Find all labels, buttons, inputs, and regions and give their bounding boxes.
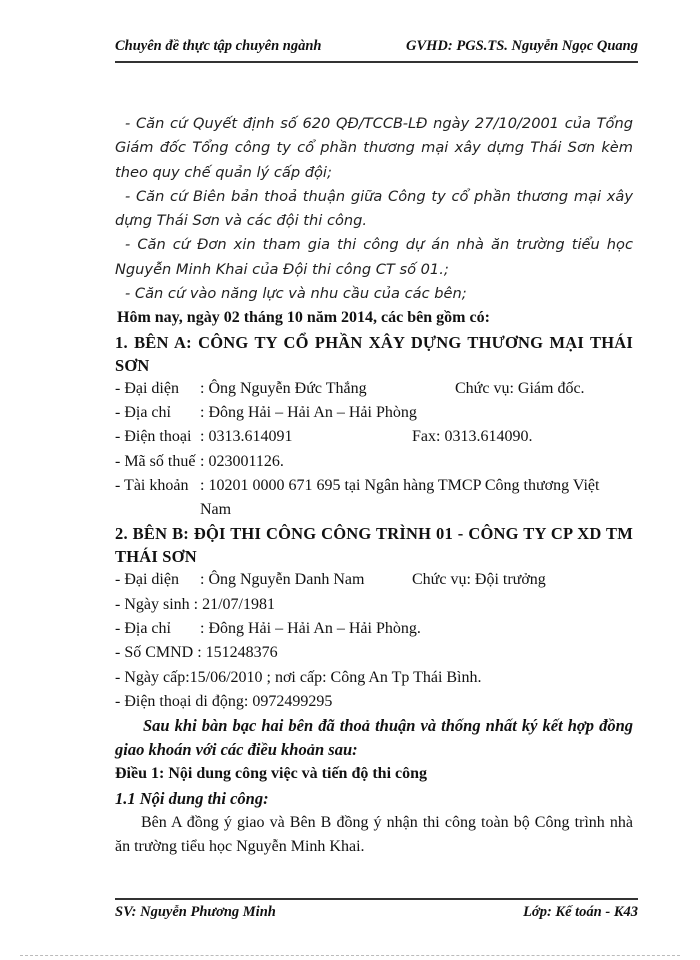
article-1-body: Bên A đồng ý giao và Bên B đồng ý nhận thi công toàn bộ Công trình nhà ăn trường tiểu học Nguyễn Minh Khai. <box>115 813 633 855</box>
intro-clause-1: - Căn cứ Quyết định số 620 QĐ/TCCB-LĐ ngày 27/10/2001 của Tổng Giám đốc Tổng công ty cổ phần thương mại xây dựng Thái Sơn kèm theo quy chế quản lý cấp đội; <box>115 115 633 181</box>
party-a-tax-code: - Mã số thuế : 023001126. <box>115 452 284 470</box>
party-a-title: 1. BÊN A: CÔNG TY CỔ PHẦN XÂY DỰNG THƯƠNG MẠI THÁI SƠN <box>115 332 633 375</box>
party-a-phone: - Điện thoại : 0313.614091 Fax: 0313.614090. <box>115 425 633 449</box>
party-a-account: - Tài khoản : 10201 0000 671 695 tại Ngân hàng TMCP Công thương Việt <box>115 476 600 494</box>
section-1-1-heading: 1.1 Nội dung thi công: <box>115 788 269 808</box>
document-body <box>115 112 633 859</box>
footer-class: Lớp: Kế toán - K43 <box>523 904 638 920</box>
party-a-position: Chức vụ: Giám đốc. <box>455 379 585 397</box>
party-a-representative: - Đại diện : Ông Nguyễn Đức Thắng Chức vụ: Giám đốc. <box>115 377 633 401</box>
page-header <box>115 38 638 62</box>
intro-clause-3: - Căn cứ Đơn xin tham gia thi công dự án nhà ăn trường tiểu học Nguyễn Minh Khai của Đội thi công CT số 01.; <box>115 236 633 278</box>
party-b-dob: - Ngày sinh : 21/07/1981 <box>115 595 275 613</box>
header-subject: Chuyên đề thực tập chuyên ngành <box>115 38 322 54</box>
footer-student: SV: Nguyễn Phương Minh <box>115 904 276 920</box>
footer-rule <box>115 898 638 902</box>
party-b-address: - Địa chỉ : Đông Hải – Hải An – Hải Phòng. <box>115 620 421 638</box>
party-b-title: 2. BÊN B: ĐỘI THI CÔNG CÔNG TRÌNH 01 - CÔNG TY CP XD TM THÁI SƠN <box>115 524 633 567</box>
party-b-id-number: - Số CMND : 151248376 <box>115 644 278 662</box>
header-rule <box>115 61 638 65</box>
party-b-position: Chức vụ: Đội trưởng <box>412 571 546 589</box>
article-1-heading: Điều 1: Nội dung công việc và tiến độ thi công <box>115 765 428 783</box>
intro-clause-2: - Căn cứ Biên bản thoả thuận giữa Công ty cổ phần thương mại xây dựng Thái Sơn và các đội thi công. <box>115 187 633 230</box>
party-b-representative: - Đại diện : Ông Nguyễn Danh Nam Chức vụ: Đội trưởng <box>115 568 633 592</box>
party-b-issue-info: - Ngày cấp:15/06/2010 ; nơi cấp: Công An Tp Thái Bình. <box>115 668 482 686</box>
header-supervisor: GVHD: PGS.TS. Nguyễn Ngọc Quang <box>405 38 638 54</box>
party-a-account-cont: Nam <box>200 501 232 519</box>
page-footer <box>115 904 638 928</box>
date-line: Hôm nay, ngày 02 tháng 10 năm 2014, các bên gồm có: <box>117 309 490 327</box>
party-a-fax: Fax: 0313.614090. <box>412 428 533 446</box>
page-edge-divider <box>20 955 680 956</box>
agreement-statement: Sau khi bàn bạc hai bên đã thoả thuận và thống nhất ký kết hợp đồng giao khoán với các điều khoản sau: <box>115 716 633 760</box>
intro-clause-4: - Căn cứ vào năng lực và nhu cầu của các bên; <box>125 285 467 303</box>
party-a-address: - Địa chỉ : Đông Hải – Hải An – Hải Phòng <box>115 403 417 421</box>
party-b-mobile: - Điện thoại di động: 0972499295 <box>115 692 333 710</box>
